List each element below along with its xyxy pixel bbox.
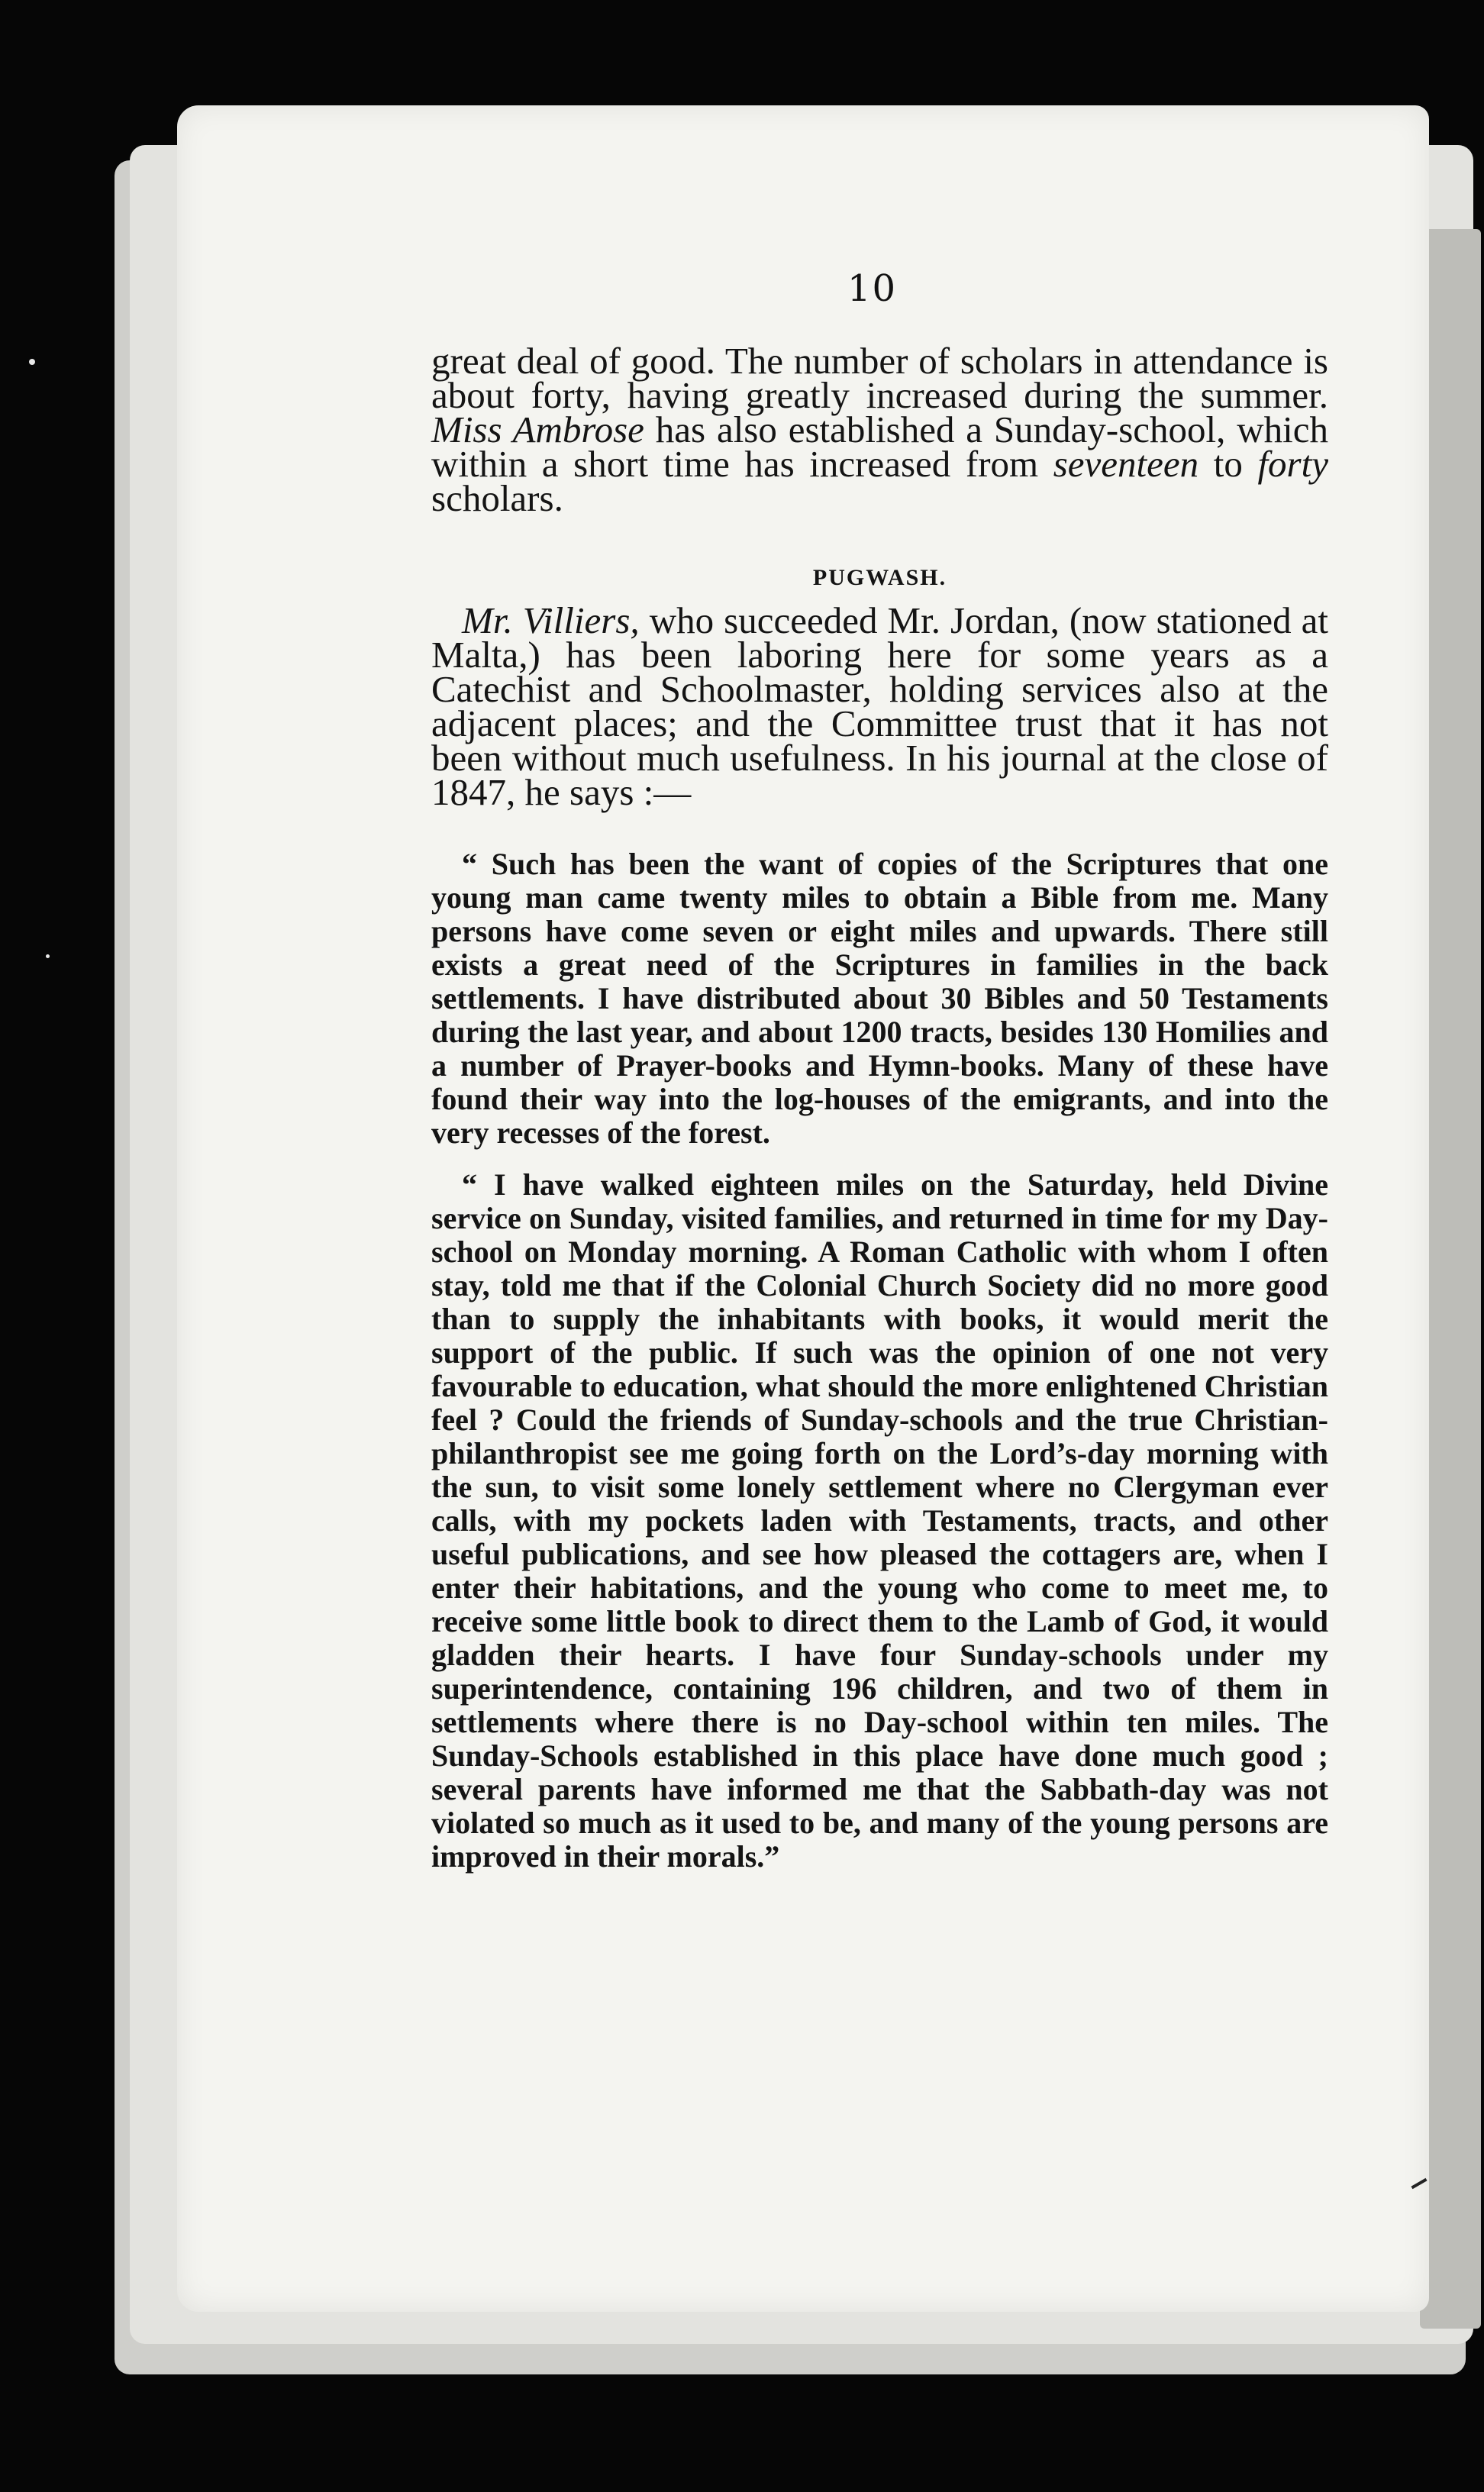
dust-speck — [46, 954, 50, 958]
quote-text: “ I have walked eighteen miles on the Saturday, held Divine service on Sunday, visited families, and returned in time for my Day-school on Monday morning. A Roman Catholic with whom I often stay, told me that if the Colonial Church Society did no more good than to supply the inhabitants with books, it would merit the support of the public. If such was the opinion of one not very favourable to education, what should the more enlightened Christian feel ? Could the friends of Sunday-schools and the true Christian-philanthropist see me going forth on the Lord’s-day morning with the sun, to visit some lonely settlement where no Clergyman ever calls, with my pockets laden with Testaments, tracts, and other useful publications, and see how pleased the cottagers are, when I enter their habitations, and the young who come to meet me, to receive some little book to direct them to the Lamb of God, it would gladden their hearts. I have four Sunday-schools under my superintendence, containing 196 children, and two of them in settlements where there is no Day-school within ten miles. The Sunday-Schools established in this place have done much good ; several parents have informed me that the Sabbath-day was not violated so much as it used to be, and many of the young persons are improved in their morals.” — [431, 1167, 1328, 1874]
number-word: forty — [1257, 443, 1328, 485]
paragraph-text: to — [1198, 443, 1258, 485]
person-name: Mr. Villiers, — [462, 599, 640, 641]
paragraph-text: great deal of good. The number of scholars in attendance is about forty, having greatly increased during the summer. — [431, 340, 1328, 416]
paragraph-pugwash — [431, 599, 1328, 813]
page-number: 10 — [847, 267, 898, 310]
quote-text: “ Such has been the want of copies of the Scriptures that one young man came twenty miles to obtain a Bible from me. Many persons have come seven or eight miles and upwards. There still exists a great need of the Scriptures in families in the back settlements. I have distributed about 30 Bibles and 50 Testaments during the last year, and about 1200 tracts, besides 130 Homilies and a number of Prayer-books and Hymn-books. Many of these have found their way into the log-houses of the emigrants, and into the very recesses of the forest. — [431, 847, 1328, 1150]
person-name: Miss Ambrose — [431, 408, 644, 450]
quote-paragraph — [431, 847, 1328, 1150]
paragraph-text: who succeeded Mr. Jordan, (now stationed at Malta,) has been laboring here for some years as a Catechist and Schoolmaster, holding services also at the adjacent places; and the Committee trust that it has not been without much usefulness. In his journal at the close of 1847, he says :— — [431, 599, 1328, 813]
paragraph-text: scholars. — [431, 477, 563, 519]
paragraph-text: has also established a Sunday-school, which within a short time has increased from — [431, 408, 1328, 485]
paragraph-intro — [431, 340, 1328, 519]
paper-edge-right — [1420, 229, 1481, 2329]
number-word: seventeen — [1053, 443, 1199, 485]
dust-speck — [29, 359, 35, 365]
section-heading: PUGWASH. — [812, 565, 947, 590]
quote-paragraph — [431, 1168, 1328, 1874]
